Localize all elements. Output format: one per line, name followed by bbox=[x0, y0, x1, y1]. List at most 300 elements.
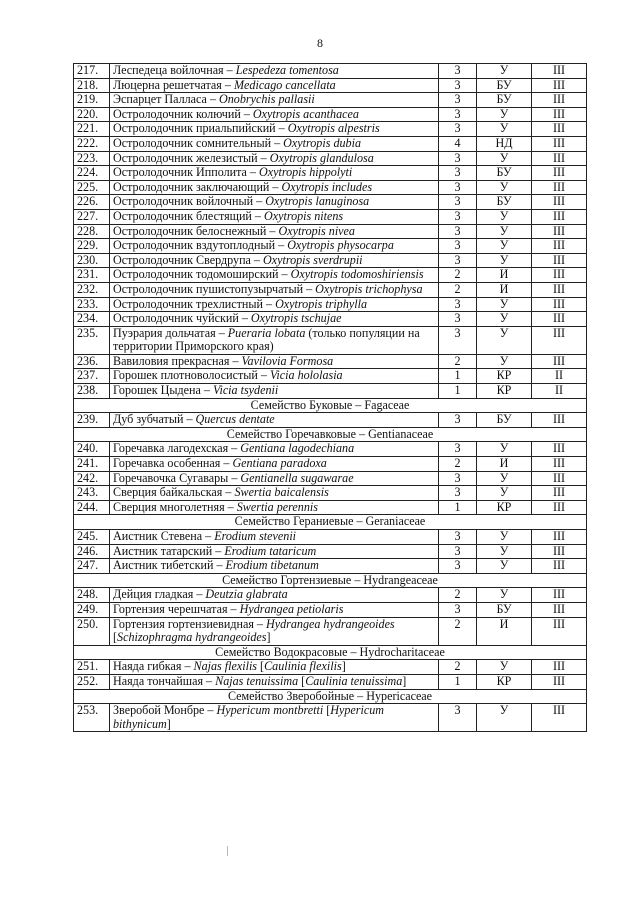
status-cell: БУ bbox=[477, 195, 532, 210]
table-row bbox=[74, 660, 587, 675]
latin-name: Erodium tataricum bbox=[224, 544, 317, 558]
row-number: 230. bbox=[74, 253, 110, 268]
table-row bbox=[74, 253, 587, 268]
species-name-cell: Эспарцет Палласа – Onobrychis pallasii bbox=[110, 93, 439, 108]
species-name-cell: Остролодочник белоснежный – Oxytropis nivea bbox=[110, 224, 439, 239]
status-cell: У bbox=[477, 107, 532, 122]
status-cell: У bbox=[477, 442, 532, 457]
status-cell: БУ bbox=[477, 413, 532, 428]
latin-name: Hydrangea hydrangeoides bbox=[266, 617, 395, 631]
category-cell: 2 bbox=[439, 588, 477, 603]
table-row bbox=[74, 151, 587, 166]
species-name-cell: Сверция байкальская – Swertia baicalensis bbox=[110, 486, 439, 501]
status-cell: И bbox=[477, 457, 532, 472]
table-row bbox=[74, 122, 587, 137]
row-number: 244. bbox=[74, 500, 110, 515]
table-row bbox=[74, 224, 587, 239]
latin-name: Oxytropis physocarpa bbox=[287, 238, 394, 253]
species-name-cell: Аистник татарский – Erodium tataricum bbox=[110, 544, 439, 559]
priority-cell: III bbox=[532, 78, 587, 93]
row-number: 235. bbox=[74, 326, 110, 354]
latin-name: Oxytropis nivea bbox=[278, 224, 355, 238]
species-name-cell: Пуэрария дольчатая – Pueraria lobata (только популяции на территории Приморского края) bbox=[110, 326, 439, 354]
species-name-cell: Вавиловия прекрасная – Vavilovia Formosa bbox=[110, 354, 439, 369]
status-cell: У bbox=[477, 209, 532, 224]
status-cell: КР bbox=[477, 500, 532, 515]
russian-name: Аистник татарский bbox=[113, 544, 213, 558]
status-cell: БУ bbox=[477, 166, 532, 181]
priority-cell: III bbox=[532, 413, 587, 428]
category-cell: 2 bbox=[439, 354, 477, 369]
species-name-cell: Сверция многолетняя – Swertia perennis bbox=[110, 500, 439, 515]
family-header-row bbox=[74, 427, 587, 442]
table-body bbox=[74, 64, 587, 732]
species-name-cell: Остролодочник блестящий – Oxytropis nitens bbox=[110, 209, 439, 224]
priority-cell: III bbox=[532, 486, 587, 501]
priority-cell: III bbox=[532, 602, 587, 617]
priority-cell: III bbox=[532, 471, 587, 486]
table-row bbox=[74, 544, 587, 559]
table-row bbox=[74, 384, 587, 399]
table-row bbox=[74, 64, 587, 79]
status-cell: И bbox=[477, 268, 532, 283]
priority-cell: III bbox=[532, 268, 587, 283]
latin-name: Najas tenuissima bbox=[215, 674, 299, 688]
status-cell: У bbox=[477, 122, 532, 137]
row-number: 248. bbox=[74, 588, 110, 603]
row-number: 219. bbox=[74, 93, 110, 108]
status-cell: У bbox=[477, 297, 532, 312]
category-cell: 3 bbox=[439, 544, 477, 559]
category-cell: 3 bbox=[439, 602, 477, 617]
latin-name: Erodium tibetanum bbox=[225, 558, 319, 573]
russian-name: Наяда гибкая bbox=[113, 659, 182, 674]
category-cell: 3 bbox=[439, 413, 477, 428]
priority-cell: III bbox=[532, 559, 587, 574]
category-cell: 3 bbox=[439, 312, 477, 327]
russian-name: Остролодочник войлочный bbox=[113, 194, 254, 209]
category-cell: 1 bbox=[439, 674, 477, 689]
family-header-row bbox=[74, 689, 587, 704]
row-number: 217. bbox=[74, 64, 110, 79]
species-name-cell: Леспедеца войлочная – Lespedeza tomentosa bbox=[110, 64, 439, 79]
priority-cell: III bbox=[532, 354, 587, 369]
table-row bbox=[74, 471, 587, 486]
table-row bbox=[74, 209, 587, 224]
status-cell: И bbox=[477, 282, 532, 297]
russian-name: Вавиловия прекрасная bbox=[113, 354, 230, 368]
species-name-cell: Остролодочник Ипполита – Oxytropis hippolyti bbox=[110, 166, 439, 181]
row-number: 220. bbox=[74, 107, 110, 122]
category-cell: 3 bbox=[439, 326, 477, 354]
priority-cell: III bbox=[532, 442, 587, 457]
table-row bbox=[74, 326, 587, 354]
status-cell: У bbox=[477, 530, 532, 545]
table-row bbox=[74, 268, 587, 283]
table-row bbox=[74, 559, 587, 574]
latin-name: Vicia tsydenii bbox=[212, 383, 279, 398]
status-cell: У bbox=[477, 239, 532, 254]
category-cell: 3 bbox=[439, 239, 477, 254]
row-number: 232. bbox=[74, 282, 110, 297]
row-number: 239. bbox=[74, 413, 110, 428]
row-number: 223. bbox=[74, 151, 110, 166]
latin-name: Oxytropis dubia bbox=[283, 136, 361, 150]
priority-cell: III bbox=[532, 180, 587, 195]
status-cell: У bbox=[477, 588, 532, 603]
russian-name: Остролодочник вздутоплодный bbox=[113, 238, 276, 253]
latin-synonym: Schizophragma hydrangeoides bbox=[117, 630, 267, 645]
priority-cell: II bbox=[532, 384, 587, 399]
table-row bbox=[74, 674, 587, 689]
species-name-cell: Остролодочник сомнительный – Oxytropis dubia bbox=[110, 136, 439, 151]
family-name: Семейство Горечавковые – Gentianaceae bbox=[74, 427, 587, 442]
latin-name: Gentiana paradoxa bbox=[232, 456, 327, 471]
status-cell: НД bbox=[477, 136, 532, 151]
row-number: 250. bbox=[74, 617, 110, 645]
russian-name: Пуэрария дольчатая bbox=[113, 326, 216, 340]
row-number: 241. bbox=[74, 457, 110, 472]
russian-name: Зверобой Монбре bbox=[113, 703, 205, 718]
species-name-cell: Люцерна решетчатая – Medicago cancellata bbox=[110, 78, 439, 93]
russian-name: Остролодочник чуйский bbox=[113, 311, 239, 326]
row-number: 252. bbox=[74, 674, 110, 689]
russian-name: Гортензия гортензиевидная bbox=[113, 617, 254, 631]
species-name-cell: Горечавка особенная – Gentiana paradoxa bbox=[110, 457, 439, 472]
row-number: 222. bbox=[74, 136, 110, 151]
category-cell: 3 bbox=[439, 224, 477, 239]
table-row bbox=[74, 195, 587, 210]
latin-name: Vicia hololasia bbox=[269, 368, 343, 383]
species-name-cell: Остролодочник Свердрупа – Oxytropis sverdrupii bbox=[110, 253, 439, 268]
status-cell: У bbox=[477, 326, 532, 354]
family-header-row bbox=[74, 398, 587, 413]
latin-name: Onobrychis pallasii bbox=[219, 92, 315, 107]
russian-name: Аистник Стевена bbox=[113, 529, 203, 543]
table-row bbox=[74, 588, 587, 603]
category-cell: 2 bbox=[439, 457, 477, 472]
category-cell: 3 bbox=[439, 209, 477, 224]
table-row bbox=[74, 93, 587, 108]
species-note: (только популяции на территории Приморского края) bbox=[113, 326, 420, 354]
table-row bbox=[74, 442, 587, 457]
latin-name: Swertia baicalensis bbox=[234, 485, 329, 500]
russian-name: Остролодочник белоснежный bbox=[113, 224, 267, 238]
table-row bbox=[74, 530, 587, 545]
status-cell: КР bbox=[477, 369, 532, 384]
row-number: 233. bbox=[74, 297, 110, 312]
priority-cell: III bbox=[532, 239, 587, 254]
category-cell: 3 bbox=[439, 559, 477, 574]
table-row bbox=[74, 354, 587, 369]
family-name: Семейство Гераниевые – Geraniaceae bbox=[74, 515, 587, 530]
priority-cell: III bbox=[532, 107, 587, 122]
latin-name: Oxytropis includes bbox=[281, 180, 373, 194]
species-name-cell: Аистник тибетский – Erodium tibetanum bbox=[110, 559, 439, 574]
row-number: 227. bbox=[74, 209, 110, 224]
russian-name: Горошек плотноволосистый bbox=[113, 368, 258, 383]
russian-name: Остролодочник приальпийский bbox=[113, 121, 276, 136]
red-list-table bbox=[73, 63, 587, 732]
latin-name: Gentiana lagodechiana bbox=[240, 441, 355, 456]
russian-name: Аистник тибетский bbox=[113, 558, 214, 573]
category-cell: 3 bbox=[439, 297, 477, 312]
row-number: 243. bbox=[74, 486, 110, 501]
family-name: Семейство Гортензиевые – Hydrangeaceae bbox=[74, 573, 587, 588]
category-cell: 4 bbox=[439, 136, 477, 151]
russian-name: Остролодочник трехлистный bbox=[113, 297, 263, 311]
category-cell: 1 bbox=[439, 500, 477, 515]
latin-name: Hydrangea petiolaris bbox=[239, 602, 344, 616]
latin-name: Hypericum montbretti bbox=[216, 703, 324, 718]
priority-cell: III bbox=[532, 151, 587, 166]
row-number: 228. bbox=[74, 224, 110, 239]
priority-cell: III bbox=[532, 224, 587, 239]
latin-name: Najas flexilis bbox=[193, 659, 258, 674]
category-cell: 3 bbox=[439, 486, 477, 501]
priority-cell: III bbox=[532, 195, 587, 210]
priority-cell: III bbox=[532, 253, 587, 268]
status-cell: У bbox=[477, 544, 532, 559]
species-name-cell: Гортензия черешчатая – Hydrangea petiolaris bbox=[110, 602, 439, 617]
latin-name: Oxytropis hippolyti bbox=[258, 165, 353, 180]
row-number: 236. bbox=[74, 354, 110, 369]
status-cell: У bbox=[477, 64, 532, 79]
latin-name: Oxytropis acanthacea bbox=[252, 107, 359, 121]
latin-name: Oxytropis alpestris bbox=[287, 121, 380, 136]
family-header-row bbox=[74, 573, 587, 588]
species-name-cell: Остролодочник приальпийский – Oxytropis alpestris bbox=[110, 122, 439, 137]
category-cell: 3 bbox=[439, 253, 477, 268]
table-row bbox=[74, 602, 587, 617]
priority-cell: III bbox=[532, 544, 587, 559]
family-header-row bbox=[74, 645, 587, 660]
latin-name: Gentianella sugawarae bbox=[240, 471, 354, 485]
status-cell: У bbox=[477, 180, 532, 195]
latin-name: Oxytropis lanuginosa bbox=[265, 194, 370, 209]
table-row bbox=[74, 297, 587, 312]
species-name-cell: Остролодочник железистый – Oxytropis glandulosa bbox=[110, 151, 439, 166]
species-name-cell: Остролодочник заключающий – Oxytropis includes bbox=[110, 180, 439, 195]
category-cell: 3 bbox=[439, 93, 477, 108]
priority-cell: III bbox=[532, 312, 587, 327]
status-cell: У bbox=[477, 704, 532, 732]
species-name-cell: Гортензия гортензиевидная – Hydrangea hydrangeoides [Schizophragma hydrangeoides] bbox=[110, 617, 439, 645]
russian-name: Остролодочник пушистопузырчатый bbox=[113, 282, 304, 296]
priority-cell: III bbox=[532, 500, 587, 515]
row-number: 237. bbox=[74, 369, 110, 384]
russian-name: Остролодочник железистый bbox=[113, 151, 258, 165]
row-number: 246. bbox=[74, 544, 110, 559]
priority-cell: III bbox=[532, 93, 587, 108]
row-number: 247. bbox=[74, 559, 110, 574]
status-cell: БУ bbox=[477, 93, 532, 108]
row-number: 224. bbox=[74, 166, 110, 181]
status-cell: У bbox=[477, 224, 532, 239]
status-cell: КР bbox=[477, 384, 532, 399]
russian-name: Остролодочник блестящий bbox=[113, 209, 252, 223]
latin-name: Deutzia glabrata bbox=[205, 587, 288, 602]
table-row bbox=[74, 136, 587, 151]
russian-name: Горечавочка Сугавары bbox=[113, 471, 229, 485]
table-row bbox=[74, 617, 587, 645]
row-number: 226. bbox=[74, 195, 110, 210]
row-number: 229. bbox=[74, 239, 110, 254]
latin-synonym: Hypericum bithynicum bbox=[113, 703, 384, 731]
latin-name: Oxytropis sverdrupii bbox=[263, 253, 363, 267]
category-cell: 3 bbox=[439, 530, 477, 545]
row-number: 234. bbox=[74, 312, 110, 327]
russian-name: Люцерна решетчатая bbox=[113, 78, 222, 92]
category-cell: 1 bbox=[439, 369, 477, 384]
row-number: 238. bbox=[74, 384, 110, 399]
category-cell: 3 bbox=[439, 78, 477, 93]
table-row bbox=[74, 107, 587, 122]
russian-name: Сверция многолетняя bbox=[113, 500, 225, 514]
category-cell: 3 bbox=[439, 180, 477, 195]
latin-name: Swertia perennis bbox=[236, 500, 318, 514]
russian-name: Остролодочник заключающий bbox=[113, 180, 270, 194]
family-name: Семейство Водокрасовые – Hydrocharitaceae bbox=[74, 645, 587, 660]
priority-cell: III bbox=[532, 209, 587, 224]
russian-name: Остролодочник Свердрупа bbox=[113, 253, 251, 267]
category-cell: 3 bbox=[439, 195, 477, 210]
table-row bbox=[74, 413, 587, 428]
category-cell: 3 bbox=[439, 471, 477, 486]
category-cell: 2 bbox=[439, 660, 477, 675]
priority-cell: II bbox=[532, 369, 587, 384]
species-name-cell: Аистник Стевена – Erodium stevenii bbox=[110, 530, 439, 545]
category-cell: 3 bbox=[439, 166, 477, 181]
priority-cell: III bbox=[532, 660, 587, 675]
row-number: 240. bbox=[74, 442, 110, 457]
priority-cell: III bbox=[532, 704, 587, 732]
table-row bbox=[74, 282, 587, 297]
latin-name: Oxytropis glandulosa bbox=[269, 151, 374, 165]
table-row bbox=[74, 312, 587, 327]
priority-cell: III bbox=[532, 588, 587, 603]
russian-name: Остролодочник колючий bbox=[113, 107, 241, 121]
priority-cell: III bbox=[532, 297, 587, 312]
species-name-cell: Остролодочник чуйский – Oxytropis tschujae bbox=[110, 312, 439, 327]
page-number: 8 bbox=[317, 36, 323, 50]
species-name-cell: Остролодочник колючий – Oxytropis acanthacea bbox=[110, 107, 439, 122]
status-cell: И bbox=[477, 617, 532, 645]
category-cell: 3 bbox=[439, 704, 477, 732]
table-row bbox=[74, 500, 587, 515]
priority-cell: III bbox=[532, 617, 587, 645]
latin-name: Oxytropis triphylla bbox=[275, 297, 368, 311]
row-number: 253. bbox=[74, 704, 110, 732]
status-cell: У bbox=[477, 151, 532, 166]
latin-name: Oxytropis nitens bbox=[263, 209, 344, 223]
species-name-cell: Остролодочник тодомоширский – Oxytropis todomoshiriensis bbox=[110, 268, 439, 283]
row-number: 245. bbox=[74, 530, 110, 545]
category-cell: 2 bbox=[439, 268, 477, 283]
russian-name: Горечавка лагодехская bbox=[113, 441, 229, 456]
russian-name: Горошек Цыдена bbox=[113, 383, 201, 398]
status-cell: БУ bbox=[477, 78, 532, 93]
priority-cell: III bbox=[532, 122, 587, 137]
latin-name: Lespedeza tomentosa bbox=[235, 63, 339, 77]
category-cell: 3 bbox=[439, 122, 477, 137]
status-cell: У bbox=[477, 471, 532, 486]
russian-name: Дуб зубчатый bbox=[113, 412, 184, 427]
species-name-cell: Зверобой Монбре – Hypericum montbretti [Hypericum bithynicum] bbox=[110, 704, 439, 732]
status-cell: У bbox=[477, 354, 532, 369]
status-cell: У bbox=[477, 253, 532, 268]
status-cell: У bbox=[477, 312, 532, 327]
species-name-cell: Горошек Цыдена – Vicia tsydenii bbox=[110, 384, 439, 399]
category-cell: 2 bbox=[439, 617, 477, 645]
table-row bbox=[74, 180, 587, 195]
priority-cell: III bbox=[532, 674, 587, 689]
russian-name: Горечавка особенная bbox=[113, 456, 221, 471]
species-name-cell: Наяда гибкая – Najas flexilis [Caulinia flexilis] bbox=[110, 660, 439, 675]
latin-synonym: Caulinia flexilis bbox=[264, 659, 342, 674]
table-row bbox=[74, 78, 587, 93]
row-number: 231. bbox=[74, 268, 110, 283]
family-name: Семейство Зверобойные – Hypericaceae bbox=[74, 689, 587, 704]
species-name-cell: Горечавка лагодехская – Gentiana lagodechiana bbox=[110, 442, 439, 457]
status-cell: БУ bbox=[477, 602, 532, 617]
row-number: 218. bbox=[74, 78, 110, 93]
row-number: 221. bbox=[74, 122, 110, 137]
priority-cell: III bbox=[532, 530, 587, 545]
priority-cell: III bbox=[532, 136, 587, 151]
category-cell: 3 bbox=[439, 151, 477, 166]
category-cell: 3 bbox=[439, 64, 477, 79]
species-name-cell: Дуб зубчатый – Quercus dentate bbox=[110, 413, 439, 428]
species-name-cell: Дейция гладкая – Deutzia glabrata bbox=[110, 588, 439, 603]
priority-cell: III bbox=[532, 64, 587, 79]
species-name-cell: Горошек плотноволосистый – Vicia hololasia bbox=[110, 369, 439, 384]
russian-name: Дейция гладкая bbox=[113, 587, 194, 602]
russian-name: Остролодочник Ипполита bbox=[113, 165, 247, 180]
category-cell: 1 bbox=[439, 384, 477, 399]
priority-cell: III bbox=[532, 457, 587, 472]
family-name: Семейство Буковые – Fagaceae bbox=[74, 398, 587, 413]
priority-cell: III bbox=[532, 166, 587, 181]
russian-name: Гортензия черешчатая bbox=[113, 602, 228, 616]
table-row bbox=[74, 239, 587, 254]
species-name-cell: Наяда тончайшая – Najas tenuissima [Caulinia tenuissima] bbox=[110, 674, 439, 689]
species-name-cell: Горечавочка Сугавары – Gentianella sugawarae bbox=[110, 471, 439, 486]
table-row bbox=[74, 166, 587, 181]
species-name-cell: Остролодочник войлочный – Oxytropis lanuginosa bbox=[110, 195, 439, 210]
latin-name: Medicago cancellata bbox=[233, 78, 336, 92]
latin-name: Oxytropis trichophysa bbox=[315, 282, 423, 296]
russian-name: Сверция байкальская bbox=[113, 485, 223, 500]
latin-synonym: Caulinia tenuissima bbox=[305, 674, 403, 688]
table-row bbox=[74, 704, 587, 732]
latin-name: Quercus dentate bbox=[195, 412, 275, 427]
row-number: 225. bbox=[74, 180, 110, 195]
priority-cell: III bbox=[532, 326, 587, 354]
latin-name: Pueraria lobata bbox=[227, 326, 306, 340]
table-row bbox=[74, 486, 587, 501]
status-cell: У bbox=[477, 559, 532, 574]
species-name-cell: Остролодочник вздутоплодный – Oxytropis physocarpa bbox=[110, 239, 439, 254]
russian-name: Остролодочник тодомоширский bbox=[113, 267, 279, 282]
species-name-cell: Остролодочник пушистопузырчатый – Oxytropis trichophysa bbox=[110, 282, 439, 297]
family-header-row bbox=[74, 515, 587, 530]
status-cell: У bbox=[477, 660, 532, 675]
russian-name: Остролодочник сомнительный bbox=[113, 136, 272, 150]
latin-name: Erodium stevenii bbox=[214, 529, 297, 543]
page-mark bbox=[227, 846, 234, 856]
table-row bbox=[74, 457, 587, 472]
